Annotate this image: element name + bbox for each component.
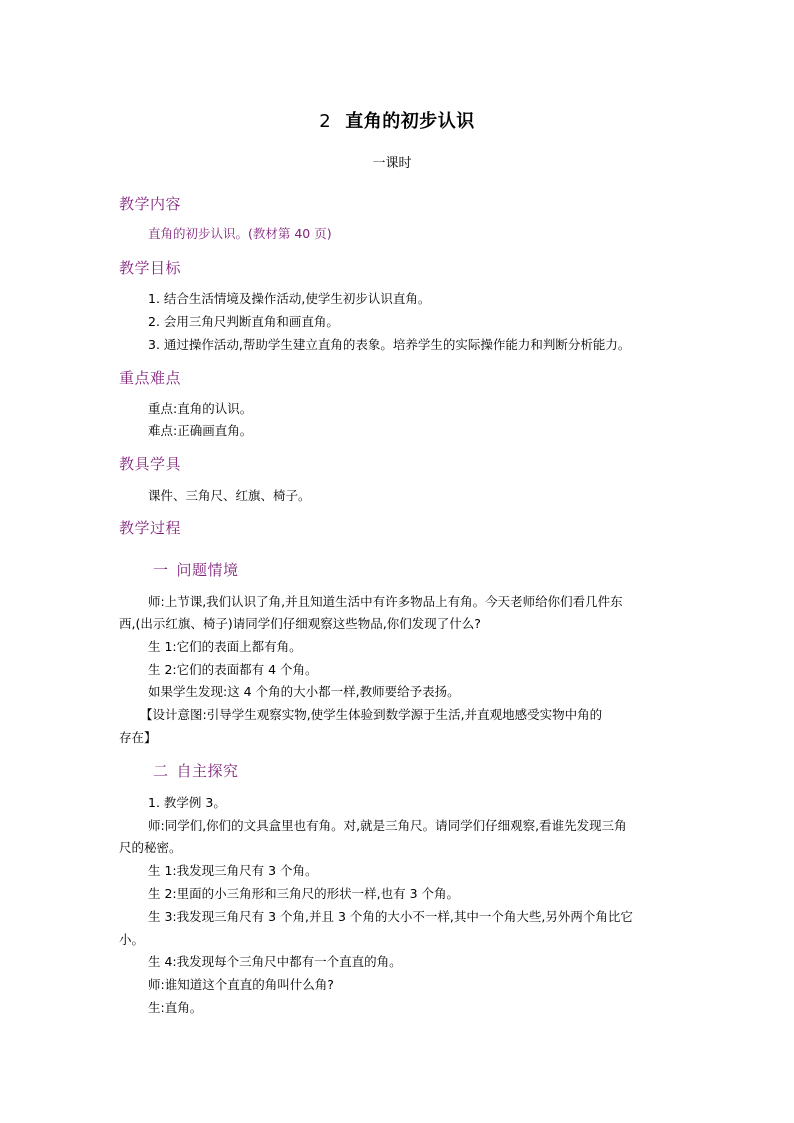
part2-heading xyxy=(153,760,239,781)
part2-title: 自主探究 xyxy=(176,762,239,780)
paragraph-line: 生 4:我发现每个三角尺中都有一个直直的角。 xyxy=(148,954,402,969)
paragraph-line: 生 1:它们的表面上都有角。 xyxy=(148,639,302,654)
section-heading-process: 教学过程 xyxy=(119,519,182,537)
paragraph-line: 生 3:我发现三角尺有 3 个角,并且 3 个角的大小不一样,其中一个角大些,另外两个角比它 xyxy=(148,909,633,924)
key-point-item: 重点:直角的认识。 xyxy=(148,401,253,416)
part1-number: 一 xyxy=(153,561,169,579)
paragraph-line: 生 1:我发现三角尺有 3 个角。 xyxy=(148,863,318,878)
paragraph-line: 小。 xyxy=(119,932,145,947)
title-text: 直角的初步认识 xyxy=(345,111,475,132)
design-intent-line: 存在】 xyxy=(119,730,157,745)
section-heading-content: 教学内容 xyxy=(119,195,182,213)
part1-heading xyxy=(153,559,239,580)
title-number: 2 xyxy=(319,111,332,132)
paragraph-line: 1. 教学例 3。 xyxy=(148,795,226,810)
paragraph-line: 师:上节课,我们认识了角,并且知道生活中有许多物品上有角。今天老师给你们看几件东 xyxy=(148,594,623,609)
paragraph-line: 如果学生发现:这 4 个角的大小都一样,教师要给予表扬。 xyxy=(148,684,460,699)
paragraph-line: 生:直角。 xyxy=(148,1000,203,1015)
paragraph-line: 西,(出示红旗、椅子)请同学们仔细观察这些物品,你们发现了什么? xyxy=(119,616,481,631)
paragraph-line: 生 2:它们的表面都有 4 个角。 xyxy=(148,662,318,677)
design-intent-line: 【设计意图:引导学生观察实物,使学生体验到数学源于生活,并直观地感受实物中角的 xyxy=(140,707,603,722)
content-text: 直角的初步认识。(教材第 40 页) xyxy=(148,226,332,241)
paragraph-line: 师:谁知道这个直直的角叫什么角? xyxy=(148,977,334,992)
goal-item: 1. 结合生活情境及操作活动,使学生初步认识直角。 xyxy=(148,291,431,306)
page-subtitle: 一课时 xyxy=(372,156,412,171)
section-heading-key: 重点难点 xyxy=(119,369,182,387)
paragraph-line: 师:同学们,你们的文具盒里也有角。对,就是三角尺。请同学们仔细观察,看谁先发现三角 xyxy=(148,818,627,833)
goal-item: 3. 通过操作活动,帮助学生建立直角的表象。培养学生的实际操作能力和判断分析能力。 xyxy=(148,337,631,352)
key-point-item: 难点:正确画直角。 xyxy=(148,423,253,438)
page-title xyxy=(0,107,794,133)
section-heading-goals: 教学目标 xyxy=(119,259,182,277)
part1-title: 问题情境 xyxy=(176,561,239,579)
paragraph-line: 生 2:里面的小三角形和三角尺的形状一样,也有 3 个角。 xyxy=(148,886,460,901)
goal-item: 2. 会用三角尺判断直角和画直角。 xyxy=(148,314,339,329)
section-heading-tools: 教具学具 xyxy=(119,455,182,473)
paragraph-line: 尺的秘密。 xyxy=(119,840,182,855)
tools-text: 课件、三角尺、红旗、椅子。 xyxy=(148,488,311,503)
part2-number: 二 xyxy=(153,762,169,780)
